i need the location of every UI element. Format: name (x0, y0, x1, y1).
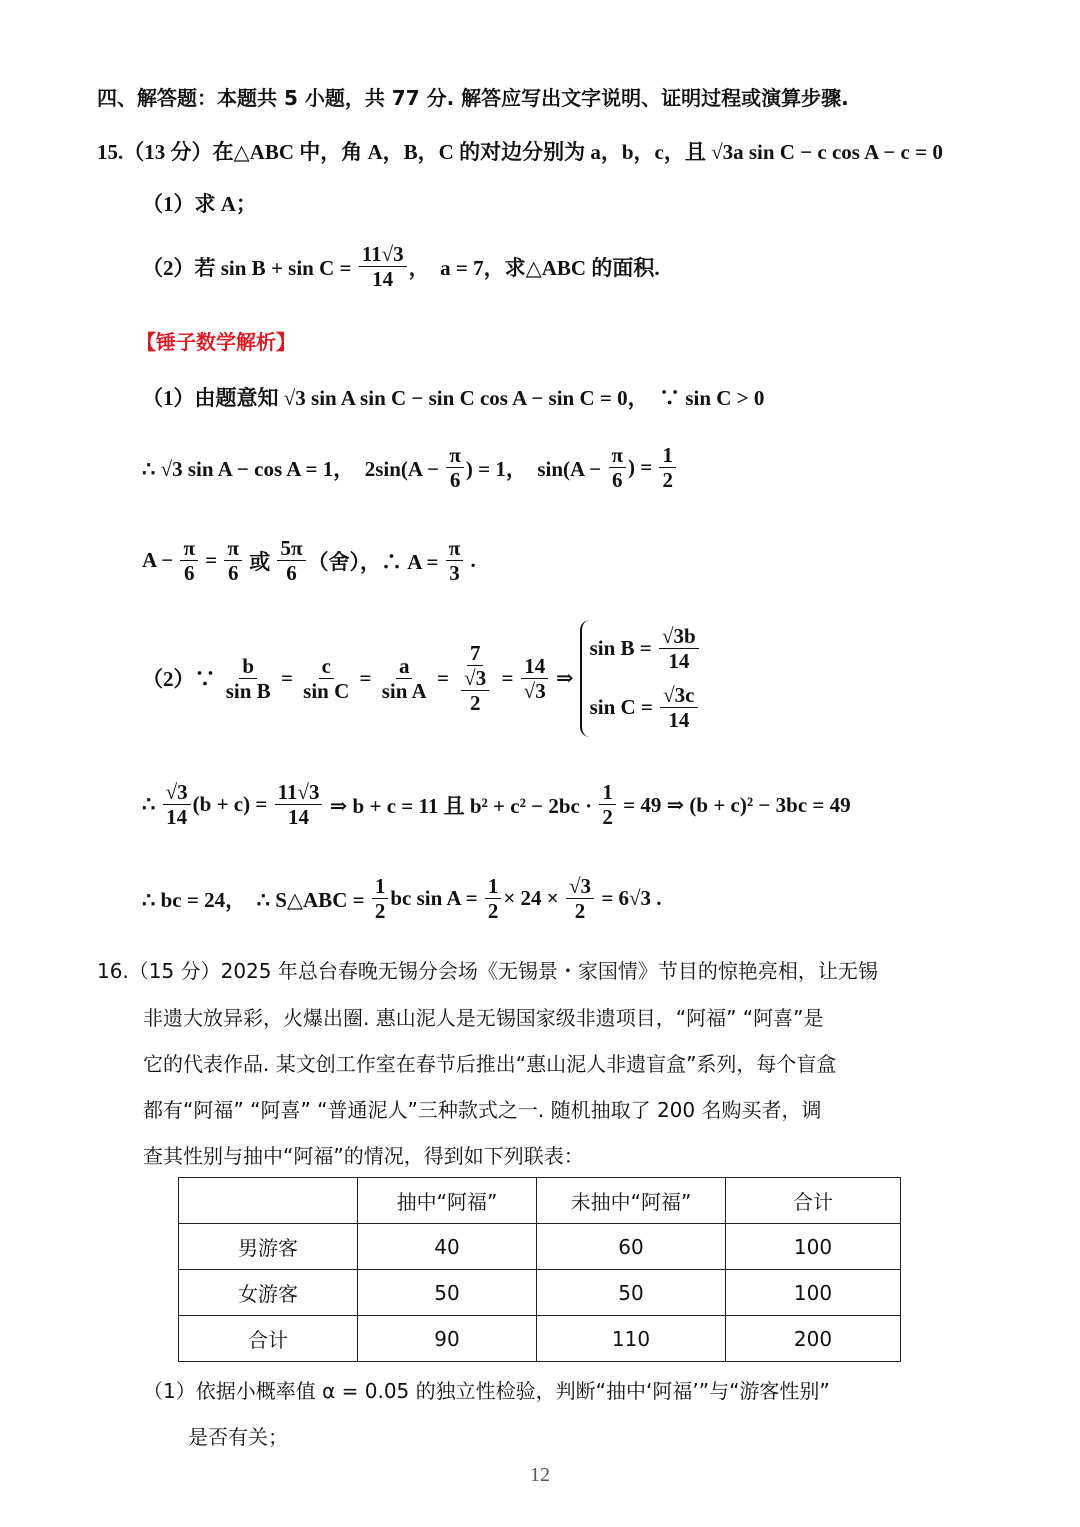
table-row (179, 1316, 901, 1362)
denominator (379, 679, 430, 703)
math-text: √3b (661, 624, 696, 648)
numerator (239, 654, 257, 679)
fraction (275, 780, 323, 829)
math-text: 15.（13 分）在△ABC 中，角 A，B，C 的对边分别为 a，b，c，且 √3a sin C − c cos A − c = 0 (97, 140, 943, 164)
math-text: sin B = (589, 636, 657, 661)
table-header-cell: 抽中“阿福” (358, 1178, 537, 1224)
numerator (180, 536, 198, 561)
math-text: (b + c) = (192, 792, 273, 817)
table-header-row (179, 1178, 901, 1224)
math-text: 6 (227, 561, 239, 586)
solution-line-2 (142, 443, 678, 492)
q16-line-5: 查其性别与抽中“阿福”的情况，得到如下列联表： (143, 1144, 584, 1168)
table-cell: 100 (726, 1270, 901, 1316)
math-text: sin C = (589, 695, 659, 720)
math-text: a (398, 653, 410, 678)
denominator (447, 468, 464, 492)
fraction (223, 654, 274, 703)
fraction (660, 683, 697, 732)
table-cell: 60 (537, 1224, 726, 1270)
math-text: 1 (487, 874, 499, 898)
math-text: √3 (165, 780, 188, 804)
denominator (163, 805, 190, 829)
math-text: ， a = 7，求△ABC 的面积. (408, 255, 660, 280)
math-text: ⇒ b + c = 11 且 b² + c² − 2bc · (324, 793, 598, 818)
numerator (277, 536, 305, 561)
math-text: ∴ (142, 792, 161, 817)
math-text: 14 (668, 708, 690, 733)
fraction (277, 536, 305, 585)
math-text: 2 (602, 805, 613, 830)
fraction (461, 666, 489, 715)
section-heading: 四、解答题：本题共 5 小题，共 77 分. 解答应写出文字说明、证明过程或演算步骤. (97, 86, 849, 110)
math-text: 14 (372, 267, 394, 292)
math-text: 3 (449, 561, 460, 586)
denominator (485, 899, 502, 923)
math-text: = (275, 665, 299, 690)
table-header-cell: 合计 (726, 1178, 901, 1224)
fraction (659, 443, 676, 492)
table-cell: 合计 (179, 1316, 358, 1362)
denominator (181, 561, 198, 585)
numerator (224, 536, 242, 561)
solution-line-6 (142, 874, 662, 923)
q15-part1 (142, 188, 257, 218)
math-text: ) = 1， sin(A − (465, 456, 607, 481)
math-text: √3 (569, 874, 592, 898)
fraction (599, 780, 616, 829)
math-text: A − (142, 548, 179, 573)
math-text: 2 (662, 468, 673, 493)
q15-part2 (142, 242, 660, 291)
math-text: 1 (602, 780, 613, 804)
math-text: ∴ bc = 24， ∴ S△ABC = (142, 887, 370, 912)
solution-line-1 (142, 382, 764, 412)
math-text: π (449, 443, 461, 467)
denominator (572, 899, 589, 923)
table-cell: 110 (537, 1316, 726, 1362)
math-text: （2）∵ (142, 667, 221, 692)
numerator (319, 654, 334, 679)
denominator (609, 468, 626, 492)
q15-stem (97, 136, 943, 166)
solution-line-4 (142, 620, 701, 737)
fraction (446, 536, 464, 585)
numerator (467, 641, 484, 666)
denominator (300, 679, 352, 703)
numerator (163, 780, 191, 805)
fraction (485, 874, 502, 923)
table-cell: 50 (537, 1270, 726, 1316)
numerator (659, 624, 699, 649)
denominator (599, 805, 616, 829)
numerator (275, 780, 323, 805)
math-text: 11√3 (361, 242, 404, 266)
math-text: （舍），∴ A = (307, 549, 444, 574)
math-text: = (496, 665, 519, 690)
math-text: ∴ √3 sin A − cos A = 1， 2sin(A − (142, 456, 445, 481)
numerator (446, 536, 464, 561)
fraction (180, 536, 198, 585)
denominator (223, 679, 274, 703)
fraction (372, 874, 389, 923)
table-header-cell (179, 1178, 358, 1224)
math-text: = (354, 665, 377, 690)
denominator (225, 561, 242, 585)
math-text: 14 (524, 653, 546, 678)
math-text: √3 (523, 678, 546, 703)
fraction (300, 654, 352, 703)
math-text: 11√3 (277, 780, 320, 804)
math-text: 14 (166, 805, 188, 830)
numerator (359, 242, 407, 267)
math-text: （1）求 A； (142, 192, 257, 216)
fraction (359, 242, 407, 291)
math-text: √3c (663, 683, 695, 708)
math-text: 或 (243, 549, 276, 574)
numerator (446, 443, 464, 468)
q16-part1-line-1: （1）依据小概率值 α = 0.05 的独立性检验，判断“抽中‘阿福’”与“游客性别” (143, 1379, 830, 1403)
math-text: 6 (183, 561, 195, 586)
math-text: = 6√3 . (596, 886, 662, 911)
math-text: = 49 ⇒ (b + c)² − 3bc = 49 (617, 792, 851, 817)
math-text: bc sin A = (390, 886, 483, 911)
table-row (179, 1224, 901, 1270)
math-text: 1 (374, 874, 386, 898)
denominator (521, 679, 549, 703)
equation-row (590, 624, 701, 673)
denominator (369, 267, 396, 291)
denominator (665, 649, 692, 673)
q16-line-2: 非遗大放异彩，火爆出圈. 惠山泥人是无锡国家级非遗项目，“阿福” “阿喜”是 (143, 1006, 824, 1030)
math-text: × 24 × (503, 886, 565, 911)
contingency-table (178, 1177, 901, 1362)
table-cell: 40 (358, 1224, 537, 1270)
table-cell: 90 (358, 1316, 537, 1362)
analysis-title: 【锤子数学解析】 (136, 330, 296, 354)
solution-line-3 (142, 536, 476, 585)
math-text: 1 (662, 443, 673, 467)
math-text: 14 (668, 649, 690, 674)
fraction (456, 641, 494, 715)
table-cell: 200 (726, 1316, 901, 1362)
numerator (396, 654, 413, 679)
math-text: π (448, 536, 461, 560)
math-text: 6 (449, 468, 461, 493)
q16-line-3: 它的代表作品. 某文创工作室在春节后推出“惠山泥人非遗盲盒”系列，每个盲盒 (143, 1052, 837, 1076)
math-text: c (321, 653, 331, 678)
math-text: b (242, 653, 255, 678)
math-text: （1）由题意知 √3 sin A sin C − sin C cos A − sin C = 0， ∵ sin C > 0 (142, 386, 765, 410)
denominator (456, 666, 494, 715)
numerator (372, 874, 389, 899)
fraction (224, 536, 242, 585)
denominator (372, 899, 389, 923)
fraction (659, 624, 699, 673)
numerator (461, 666, 489, 691)
math-text: π (611, 443, 624, 467)
table-cell: 100 (726, 1224, 901, 1270)
q16-line-4: 都有“阿福” “阿喜” “普通泥人”三种款式之一. 随机抽取了 200 名购买者，调 (143, 1098, 822, 1122)
math-text: = (431, 665, 455, 690)
table-header-cell: 未抽中“阿福” (537, 1178, 726, 1224)
math-text: ) = (628, 455, 658, 480)
math-text: 2 (487, 899, 499, 924)
table-row (179, 1270, 901, 1316)
math-text: 6 (612, 468, 623, 493)
table-cell: 女游客 (179, 1270, 358, 1316)
math-text: sin A (381, 678, 427, 703)
fraction (521, 654, 549, 703)
numerator (599, 780, 616, 805)
equation-row (590, 683, 701, 732)
q16-line-1: 16.（15 分）2025 年总台春晚无锡分会场《无锡景・家国情》节目的惊艳亮相，让无锡 (97, 959, 878, 983)
math-text: sin B (225, 678, 271, 703)
denominator (659, 468, 676, 492)
equation-system (580, 620, 701, 737)
denominator (467, 691, 484, 715)
numerator (609, 443, 627, 468)
math-text: 2 (469, 691, 481, 716)
numerator (566, 874, 594, 899)
math-text: 7 (469, 641, 481, 666)
math-text: 6 (286, 561, 297, 586)
math-text: π (227, 536, 239, 560)
denominator (285, 805, 312, 829)
fraction (379, 654, 430, 703)
math-text: 14 (288, 805, 310, 830)
math-text: 2 (374, 899, 386, 924)
math-text: ⇒ (550, 666, 574, 691)
math-text: 2 (574, 899, 586, 924)
fraction (163, 780, 191, 829)
math-text: （2）若 sin B + sin C = (142, 255, 357, 280)
math-text: . (465, 548, 476, 573)
numerator (660, 683, 697, 708)
denominator (665, 708, 692, 732)
table-cell: 50 (358, 1270, 537, 1316)
math-text: sin C (303, 678, 350, 703)
fraction (446, 443, 464, 492)
math-text: 5π (280, 536, 303, 560)
q16-part1-line-2: 是否有关； (188, 1425, 288, 1449)
fraction (566, 874, 594, 923)
denominator (283, 561, 300, 585)
math-text: √3 (464, 666, 487, 691)
math-text: = (200, 548, 223, 573)
math-text: π (183, 536, 195, 560)
table-cell: 男游客 (179, 1224, 358, 1270)
numerator (521, 654, 548, 679)
fraction (609, 443, 627, 492)
numerator (485, 874, 502, 899)
denominator (446, 561, 463, 585)
numerator (659, 443, 676, 468)
page-number: 12 (530, 1464, 550, 1486)
solution-line-5 (142, 780, 851, 829)
